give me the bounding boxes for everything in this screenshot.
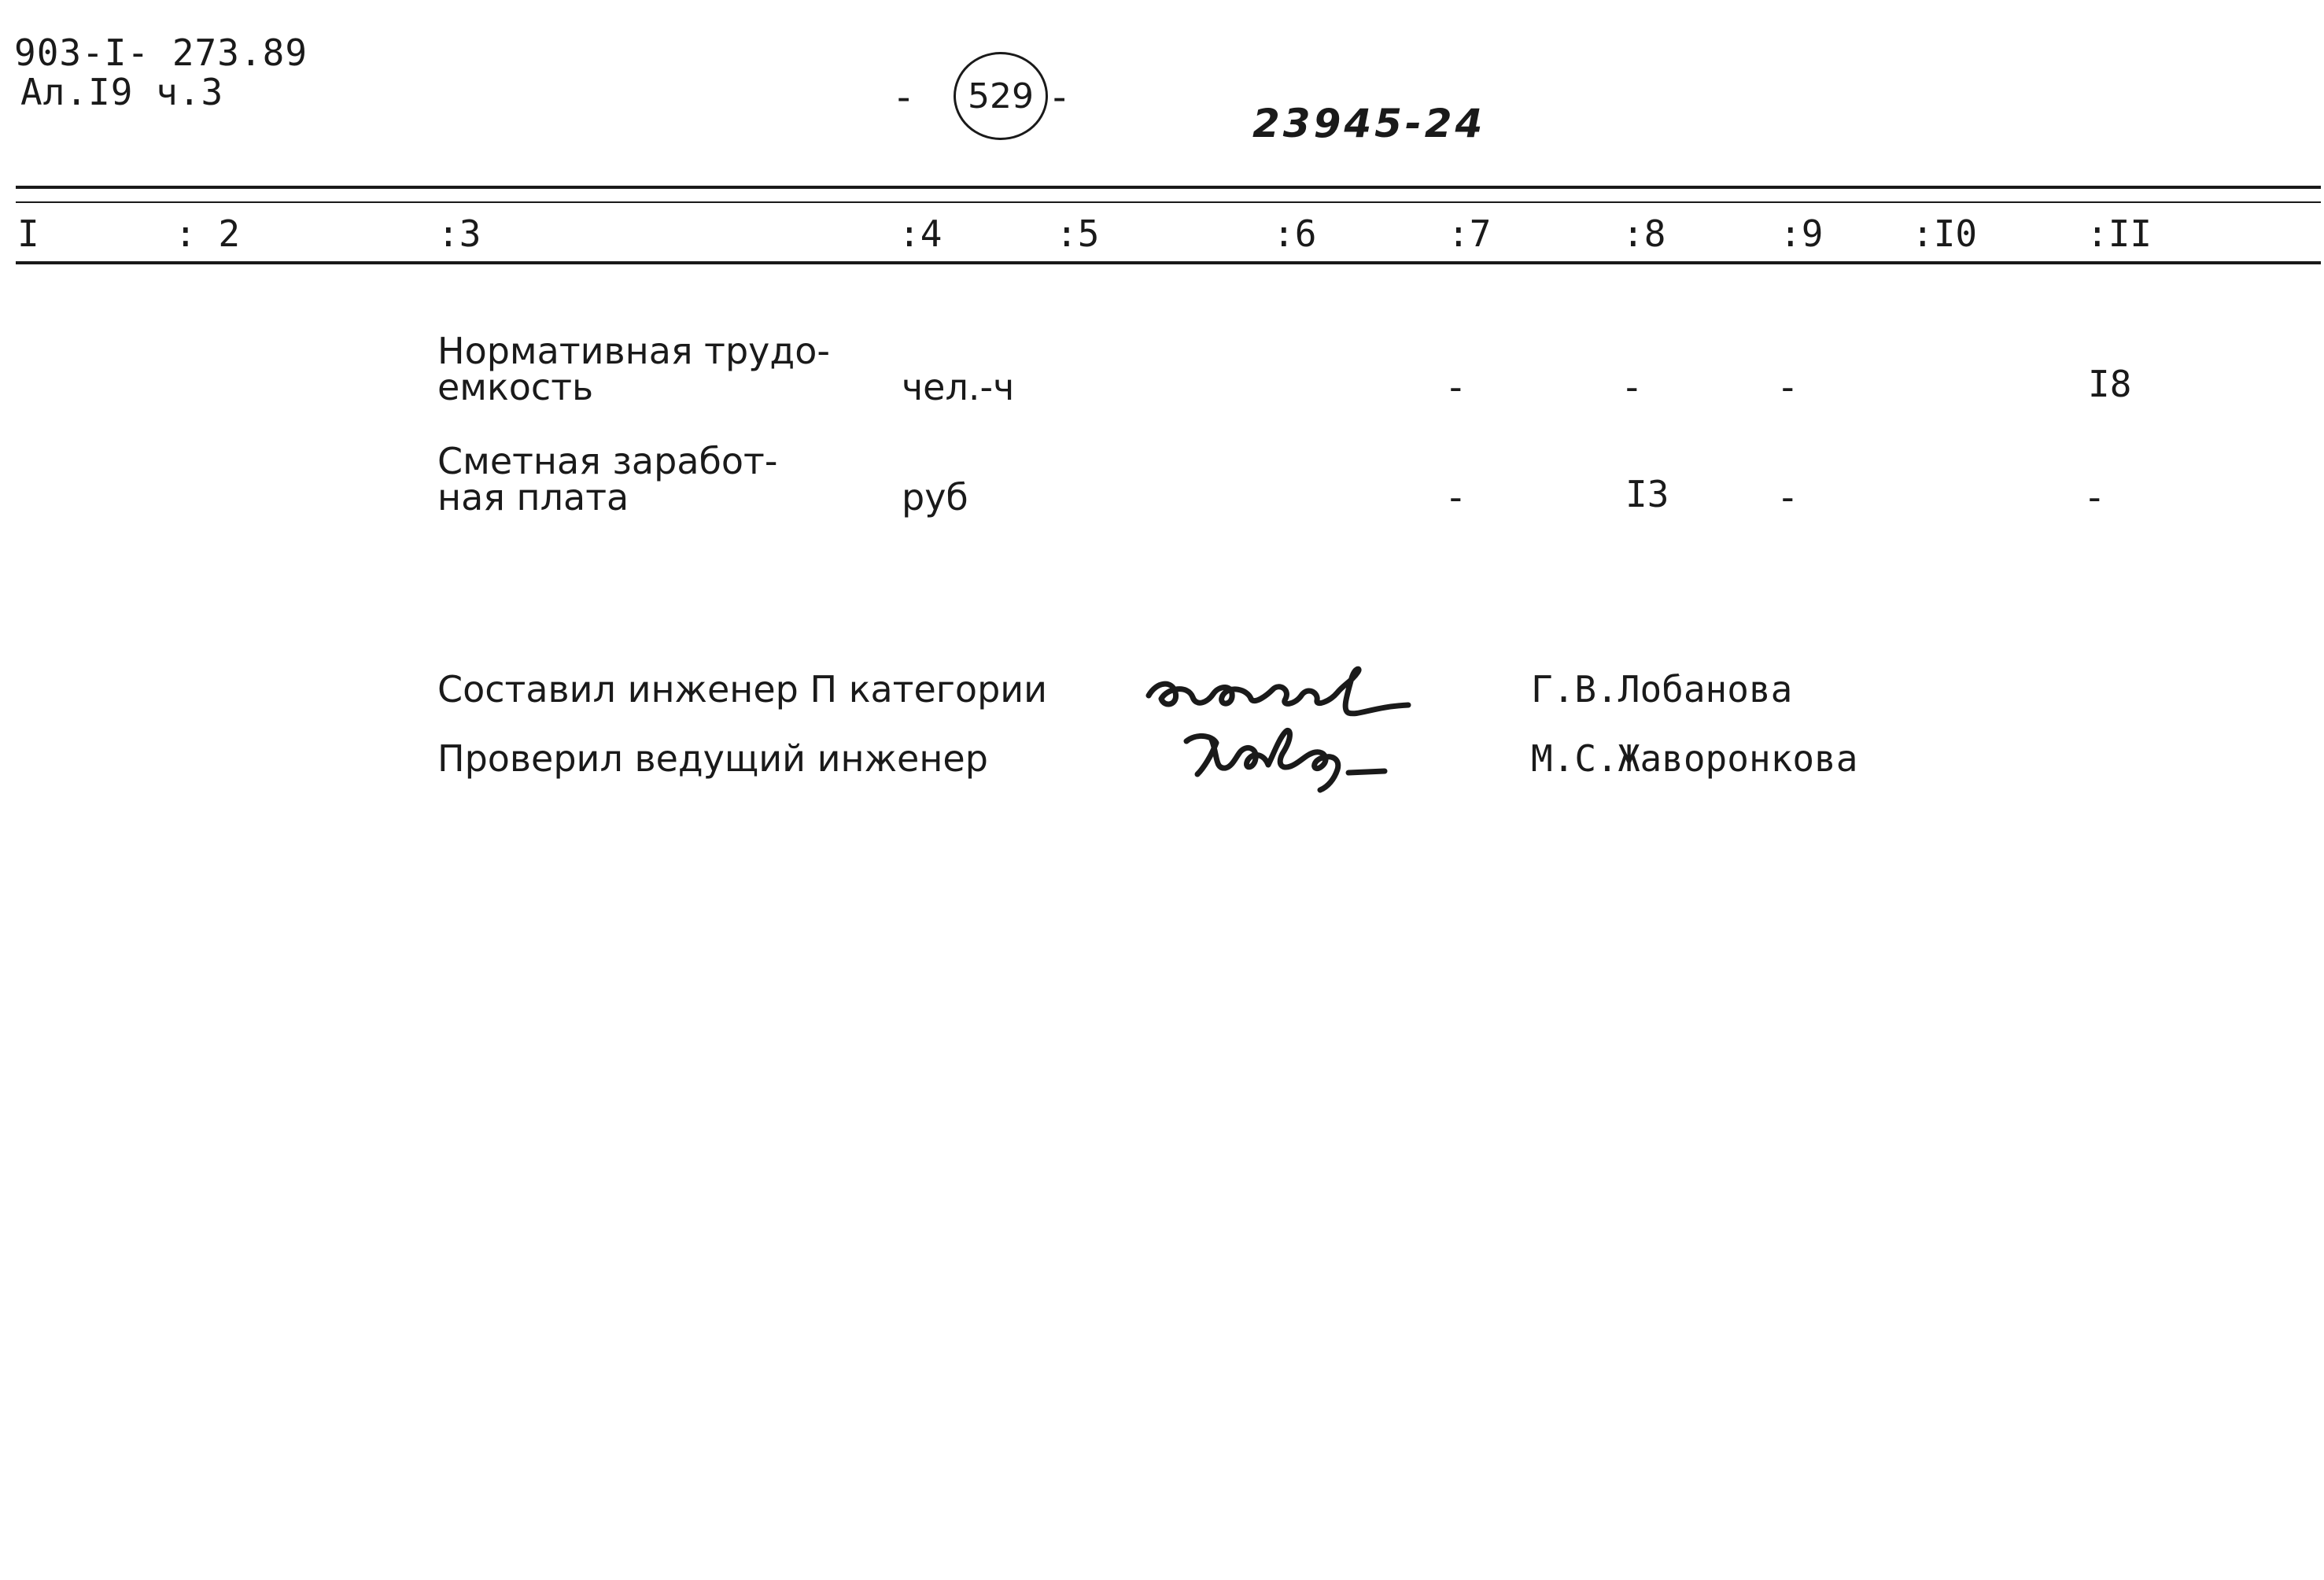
row-1-col7: - <box>1449 366 1463 408</box>
document-code: 903-I- 273.89 <box>14 31 308 74</box>
row-1-col8: - <box>1625 366 1639 408</box>
column-header-4: :4 <box>898 212 943 255</box>
row-1-col9: - <box>1781 366 1795 408</box>
compiler-name: Г.В.Лобанова <box>1531 668 1793 711</box>
column-header-10: :I0 <box>1912 212 1978 255</box>
row-2-name-line1: Сметная заработ- <box>437 440 778 482</box>
column-header-7: :7 <box>1448 212 1492 255</box>
row-2-unit: руб <box>902 476 968 519</box>
row-2-col9: - <box>1781 476 1795 519</box>
column-header-2: : 2 <box>175 212 241 255</box>
column-header-3: :3 <box>437 212 481 255</box>
top-rule <box>16 186 2321 189</box>
reviewer-role: Проверил ведущий инженер <box>437 737 988 780</box>
row-1-name-line1: Нормативная трудо- <box>437 330 830 372</box>
page-number: 529 <box>968 76 1034 116</box>
row-1-col11: I8 <box>2088 363 2132 405</box>
compiler-signature <box>1141 661 1440 724</box>
row-2-col11: - <box>2088 476 2101 519</box>
reviewer-name: М.С.Жаворонкова <box>1531 737 1858 780</box>
page-number-suffix: - <box>1053 76 1067 120</box>
header-bottom-rule <box>16 261 2321 264</box>
column-header-8: :8 <box>1622 212 1666 255</box>
row-2-name-line2: ная плата <box>437 476 629 519</box>
page-number-prefix: - <box>897 76 911 120</box>
column-header-9: :9 <box>1780 212 1824 255</box>
row-2-col7: - <box>1449 476 1463 519</box>
column-header-6: :6 <box>1273 212 1317 255</box>
row-1-unit: чел.-ч <box>902 366 1015 408</box>
header-rule-thin <box>16 201 2321 203</box>
page-number-circle <box>954 52 1048 140</box>
row-2-col8: I3 <box>1625 473 1669 515</box>
inventory-number: 23945-24 <box>1252 101 1486 146</box>
column-header-1: I <box>17 212 39 255</box>
row-1-name-line2: емкость <box>437 366 594 408</box>
reviewer-signature <box>1180 724 1463 795</box>
column-header-11: :II <box>2086 212 2152 255</box>
sheet-reference: Ал.I9 ч.3 <box>20 71 224 113</box>
column-header-5: :5 <box>1056 212 1100 255</box>
compiler-role: Составил инженер П категории <box>437 668 1048 711</box>
